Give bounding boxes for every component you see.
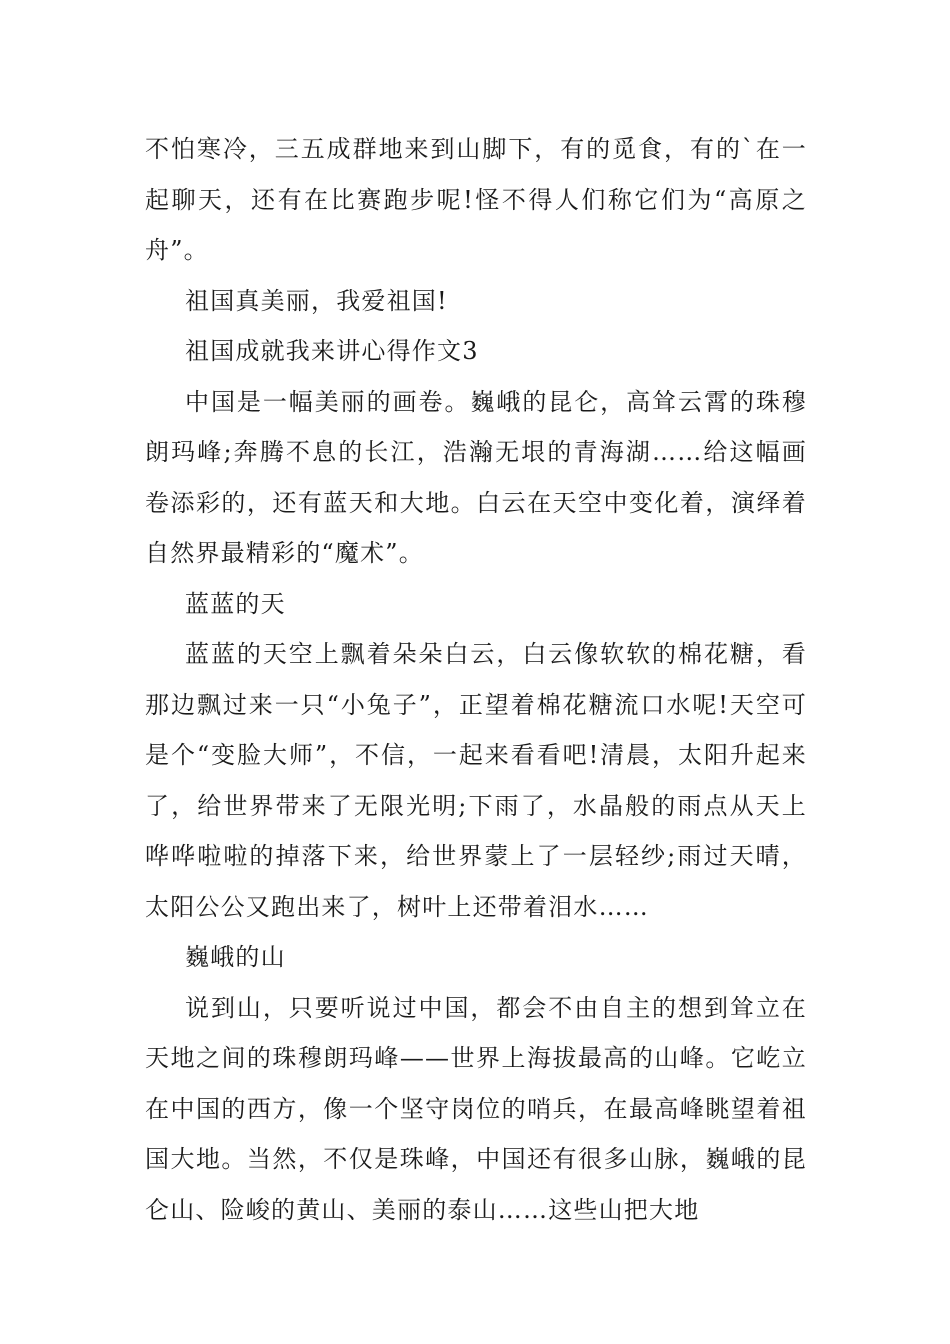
paragraph-continued: 不怕寒冷，三五成群地来到山脚下，有的觅食，有的`在一起聊天，还有在比赛跑步呢!怪不得人们称它们为“高原之舟”。 — [145, 135, 807, 264]
section-heading-blue-sky: 蓝蓝的天 — [185, 589, 286, 618]
paragraph-blue-sky: 蓝蓝的天空上飘着朵朵白云，白云像软软的棉花糖，看那边飘过来一只“小兔子”，正望着棉花糖流口水呢!天空可是个“变脸大师”，不信，一起来看看吧!清晨，太阳升起来了，给世界带来了无限光明;下雨了，水晶般的雨点从天上哗哗啦啦的掉落下来，给世界蒙上了一层轻纱;雨过天晴，太阳公公又跑出来了，树叶上还带着泪水…… — [145, 640, 807, 921]
paragraph-mountain: 说到山，只要听说过中国，都会不由自主的想到耸立在天地之间的珠穆朗玛峰——世界上海拔最高的山峰。它屹立在中国的西方，像一个坚守岗位的哨兵，在最高峰眺望着祖国大地。当然，不仅是珠峰，中国还有很多山脉，巍峨的昆仑山、险峻的黄山、美丽的泰山……这些山把大地 — [145, 993, 807, 1224]
paragraph-love-motherland: 祖国真美丽，我爱祖国! — [185, 286, 448, 315]
section-heading-mountain: 巍峨的山 — [185, 943, 286, 971]
document-body — [145, 124, 807, 1235]
paragraph-china-scroll: 中国是一幅美丽的画卷。巍峨的昆仑，高耸云霄的珠穆朗玛峰;奔腾不息的长江，浩瀚无垠的青海湖……给这幅画卷添彩的，还有蓝天和大地。白云在天空中变化着，演绎着自然界最精彩的“魔术”。 — [145, 387, 807, 567]
essay-title: 祖国成就我来讲心得作文3 — [185, 337, 479, 365]
